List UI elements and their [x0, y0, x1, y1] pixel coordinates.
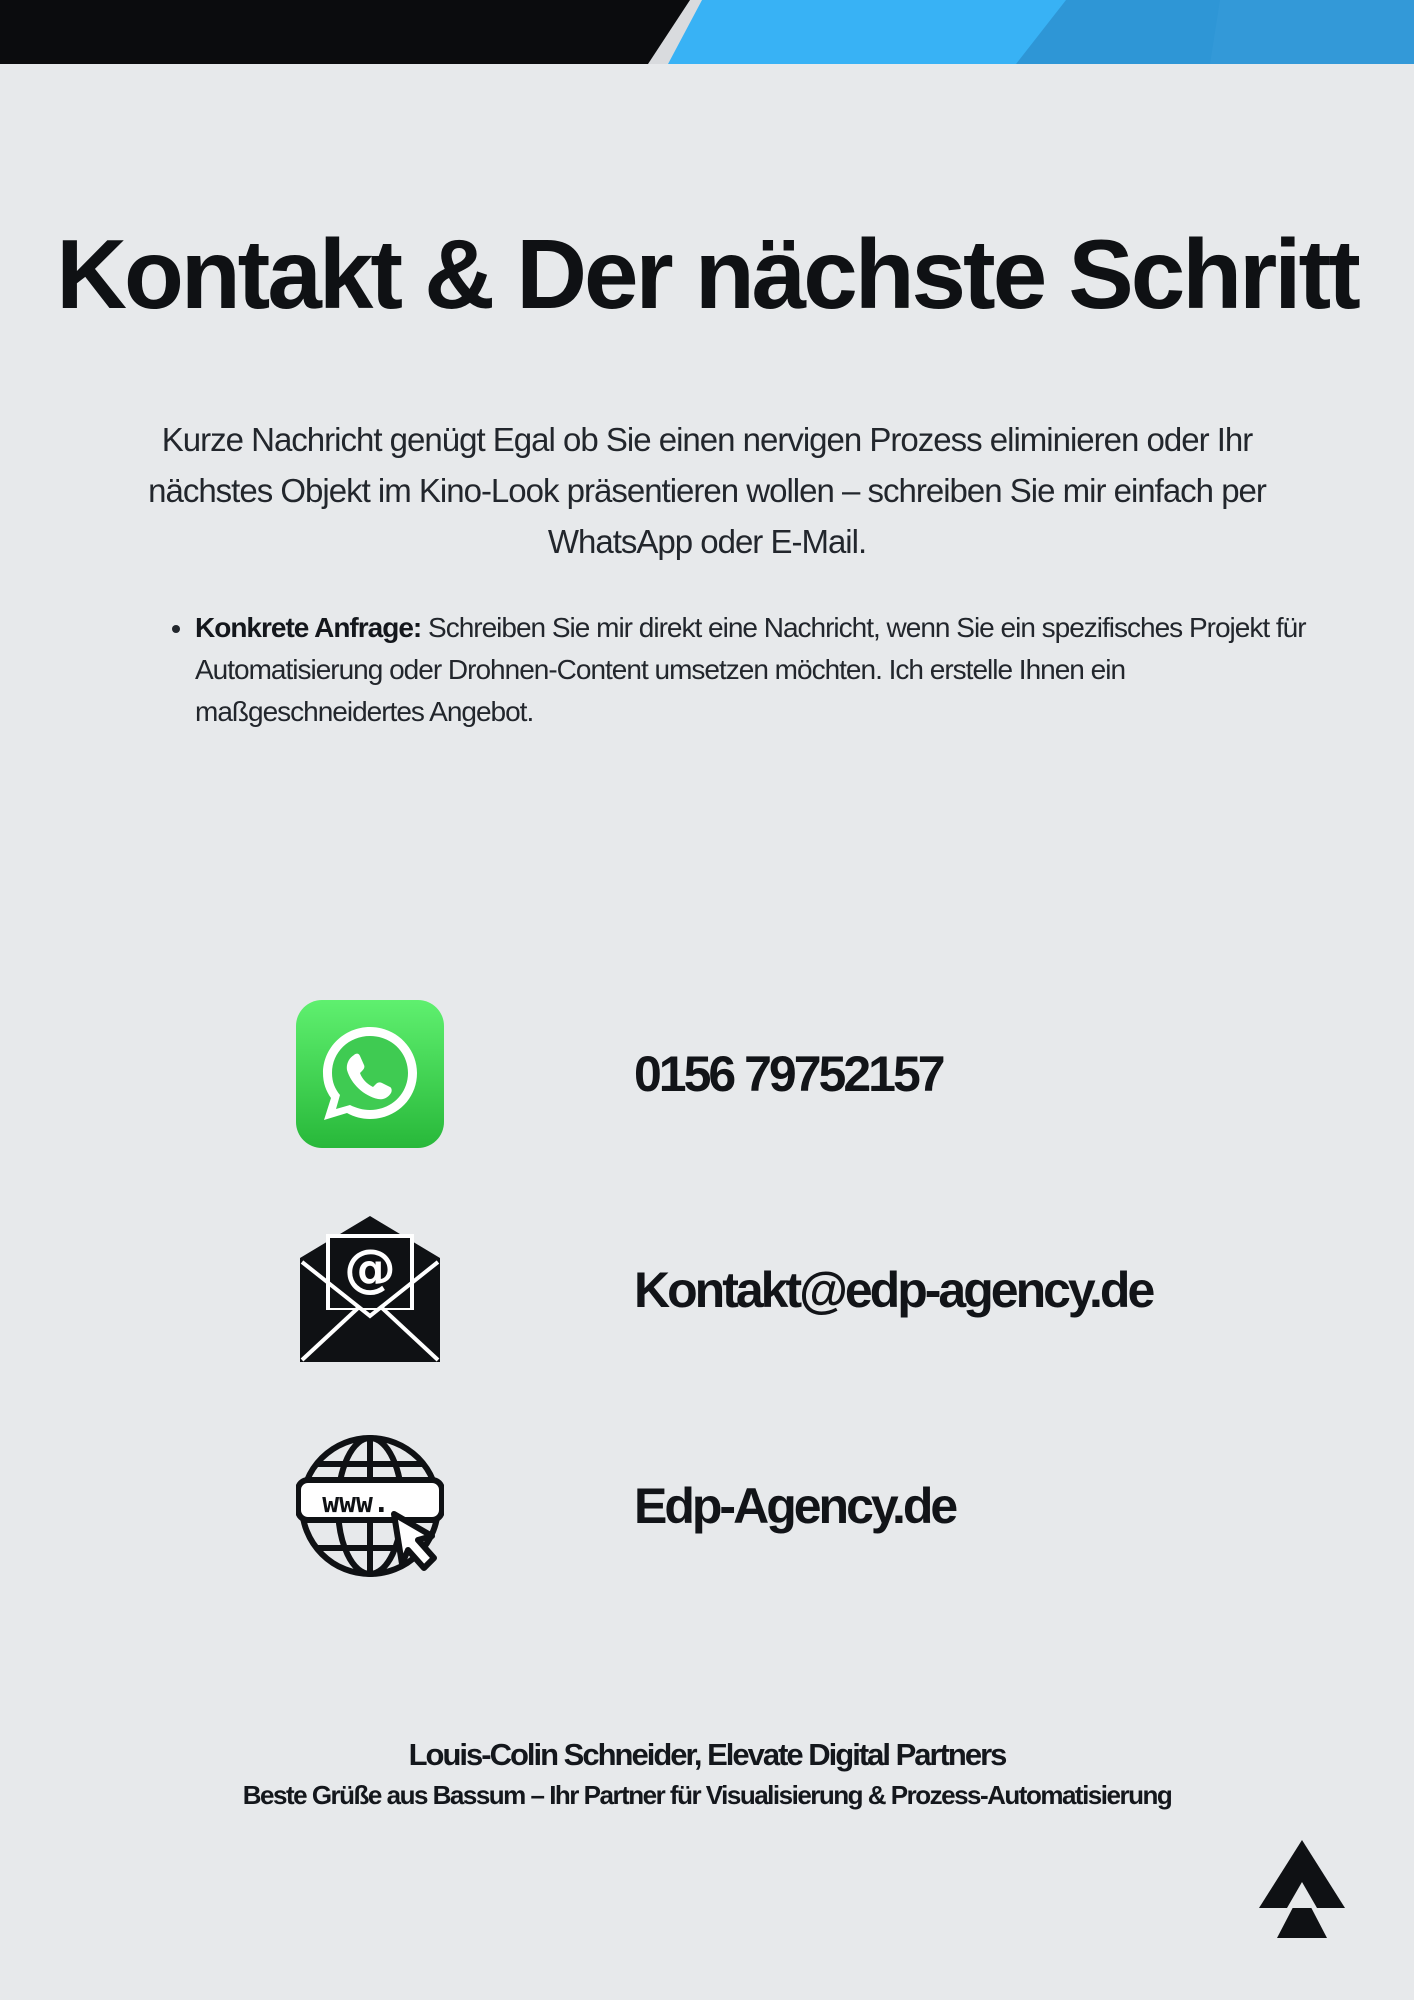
contact-row-website[interactable] [296, 1432, 1196, 1580]
website-url[interactable]: Edp-Agency.de [634, 1478, 956, 1534]
triangle-logo-icon [1257, 1838, 1347, 1938]
top-decorative-bar [0, 0, 1414, 64]
www-label: www. [322, 1486, 390, 1519]
email-address[interactable]: Kontakt@edp-agency.de [634, 1262, 1153, 1318]
bullet-list [150, 607, 1325, 733]
bullet-item [195, 607, 1325, 733]
whatsapp-icon[interactable] [296, 1000, 444, 1148]
svg-text:@: @ [344, 1239, 396, 1299]
footer-tagline: Beste Grüße aus Bassum – Ihr Partner für Visualisierung & Prozess-Automatisierung [242, 1780, 1172, 1810]
page-title: Kontakt & Der nächste Schritt [56, 219, 1358, 329]
intro-paragraph: Kurze Nachricht genügt Egal ob Sie einen nervigen Prozess eliminieren oder Ihr nächstes Objekt im Kino-Look präsentieren wollen – schreiben Sie mir einfach per WhatsApp oder E-Mail. [148, 421, 1266, 560]
email-icon[interactable] [296, 1216, 444, 1364]
bullet-text: Schreiben Sie mir direkt eine Nachricht, wenn Sie ein spezifisches Projekt für Automatisierung oder Drohnen-Content umsetzen möchten. Ich erstelle Ihnen ein maßgeschneidertes Angebot. [195, 612, 1306, 727]
website-icon[interactable] [296, 1432, 444, 1580]
contact-row-email[interactable] [296, 1216, 1196, 1364]
phone-number[interactable]: 0156 79752157 [634, 1046, 943, 1102]
contact-row-whatsapp[interactable] [296, 1000, 1196, 1148]
footer-name: Louis-Colin Schneider, Elevate Digital Partners [408, 1737, 1006, 1772]
bullet-label: Konkrete Anfrage: [195, 612, 422, 643]
